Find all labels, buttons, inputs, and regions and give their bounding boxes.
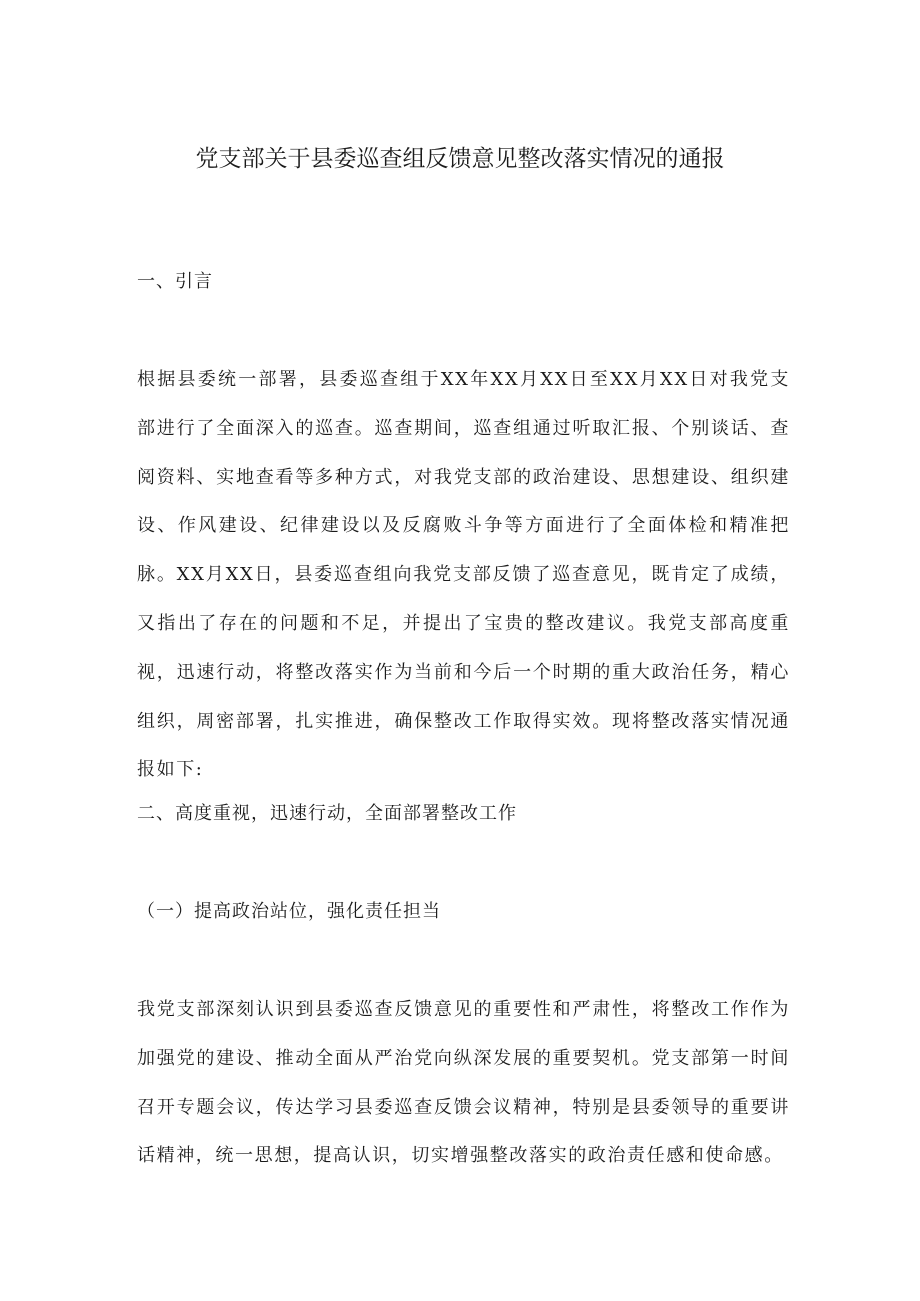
responsibility-paragraph: 我党支部深刻认识到县委巡查反馈意见的重要性和严肃性，将整改工作作为加强党的建设、推动全面从严治党向纵深发展的重要契机。党支部第一时间召开专题会议，传达学习县委巡查反馈会议精神，特别是县委领导的重要讲话精神，统一思想，提高认识，切实增强整改落实的政治责任感和使命感。 xyxy=(137,999,790,1167)
section-heading-deployment: 二、高度重视，迅速行动，全面部署整改工作 xyxy=(137,803,517,824)
section-heading-introduction: 一、引言 xyxy=(137,271,213,292)
document-title: 党支部关于县委巡查组反馈意见整改落实情况的通报 xyxy=(195,146,725,172)
introduction-paragraph: 根据县委统一部署，县委巡查组于XX年XX月XX日至XX月XX日对我党支部进行了全面深入的巡查。巡查期间，巡查组通过听取汇报、个别谈话、查阅资料、实地查看等多种方式，对我党支部的政治建设、思想建设、组织建设、作风建设、纪律建设以及反腐败斗争等方面进行了全面体检和精准把脉。XX月XX日，县委巡查组向我党支部反馈了巡查意见，既肯定了成绩，又指出了存在的问题和不足，并提出了宝贵的整改建议。我党支部高度重视，迅速行动，将整改落实作为当前和今后一个时期的重大政治任务，精心组织，周密部署，扎实推进，确保整改工作取得实效。现将整改落实情况通报如下: xyxy=(137,369,790,781)
subsection-heading-responsibility: （一）提高政治站位，强化责任担当 xyxy=(137,901,441,922)
